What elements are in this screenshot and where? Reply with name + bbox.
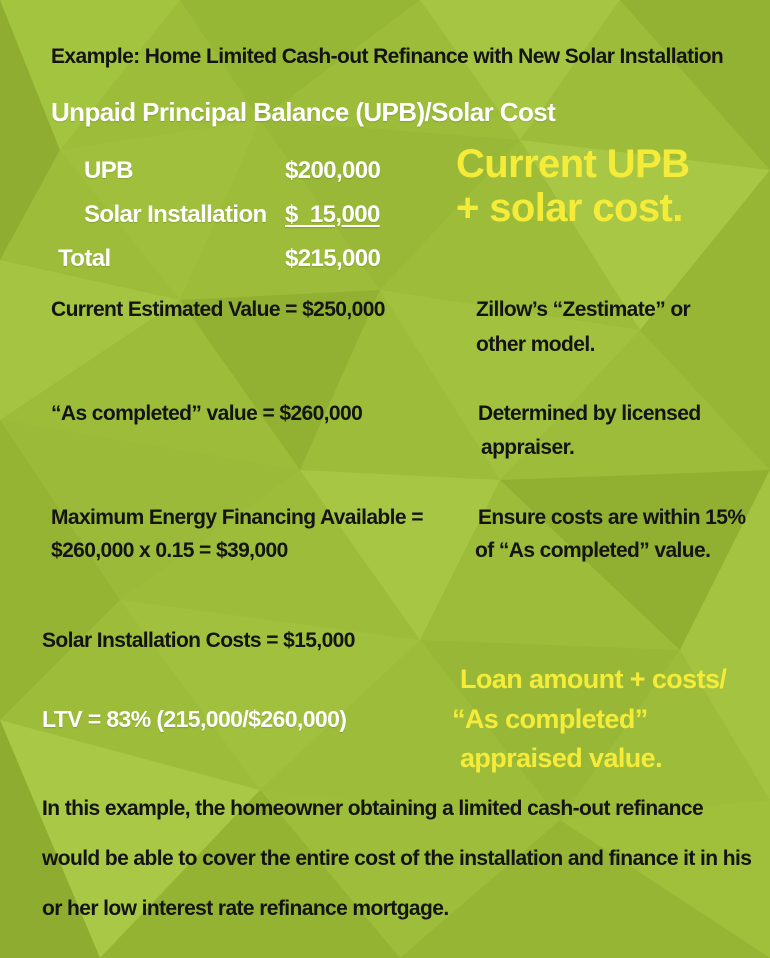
solar-installation-costs: Solar Installation Costs = $15,000	[42, 629, 355, 652]
as-completed-note-line1: Determined by licensed	[478, 402, 701, 425]
max-financing-note-line1: Ensure costs are within 15%	[478, 506, 746, 529]
estimated-value-note-line2: other model.	[476, 333, 595, 356]
max-financing-line1: Maximum Energy Financing Available =	[51, 506, 423, 529]
callout-current-upb: Current UPB	[456, 142, 690, 186]
section-subtitle: Unpaid Principal Balance (UPB)/Solar Cost	[51, 97, 556, 127]
solar-installation-label: Solar Installation	[84, 201, 267, 228]
total-label: Total	[58, 245, 111, 272]
estimated-value-note-line1: Zillow’s “Zestimate” or	[476, 298, 691, 321]
max-financing-note-line2: of “As completed” value.	[475, 539, 711, 562]
total-value: $215,000	[285, 245, 381, 272]
page-title: Example: Home Limited Cash-out Refinance with New Solar Installation	[51, 45, 724, 68]
solar-installation-value: $ 15,000	[285, 201, 380, 228]
conclusion-line1: In this example, the homeowner obtaining a limited cash-out refinance	[42, 797, 704, 820]
ltv-callout-line2: “As completed”	[452, 704, 648, 734]
ltv-callout-line3: appraised value.	[460, 743, 662, 773]
estimated-value: Current Estimated Value = $250,000	[51, 298, 385, 321]
upb-label: UPB	[84, 157, 133, 184]
ltv-callout-line1: Loan amount + costs/	[460, 664, 727, 694]
as-completed-note-line2: appraiser.	[481, 436, 575, 459]
conclusion-line3: or her low interest rate refinance mortgage.	[42, 897, 449, 920]
callout-solar-cost: + solar cost.	[456, 186, 683, 230]
max-financing-line2: $260,000 x 0.15 = $39,000	[51, 539, 288, 562]
ltv-calculation: LTV = 83% (215,000/$260,000)	[42, 706, 347, 732]
as-completed-value: “As completed” value = $260,000	[51, 402, 363, 425]
upb-value: $200,000	[285, 157, 381, 184]
conclusion-line2: would be able to cover the entire cost of the installation and finance it in his	[42, 847, 752, 870]
